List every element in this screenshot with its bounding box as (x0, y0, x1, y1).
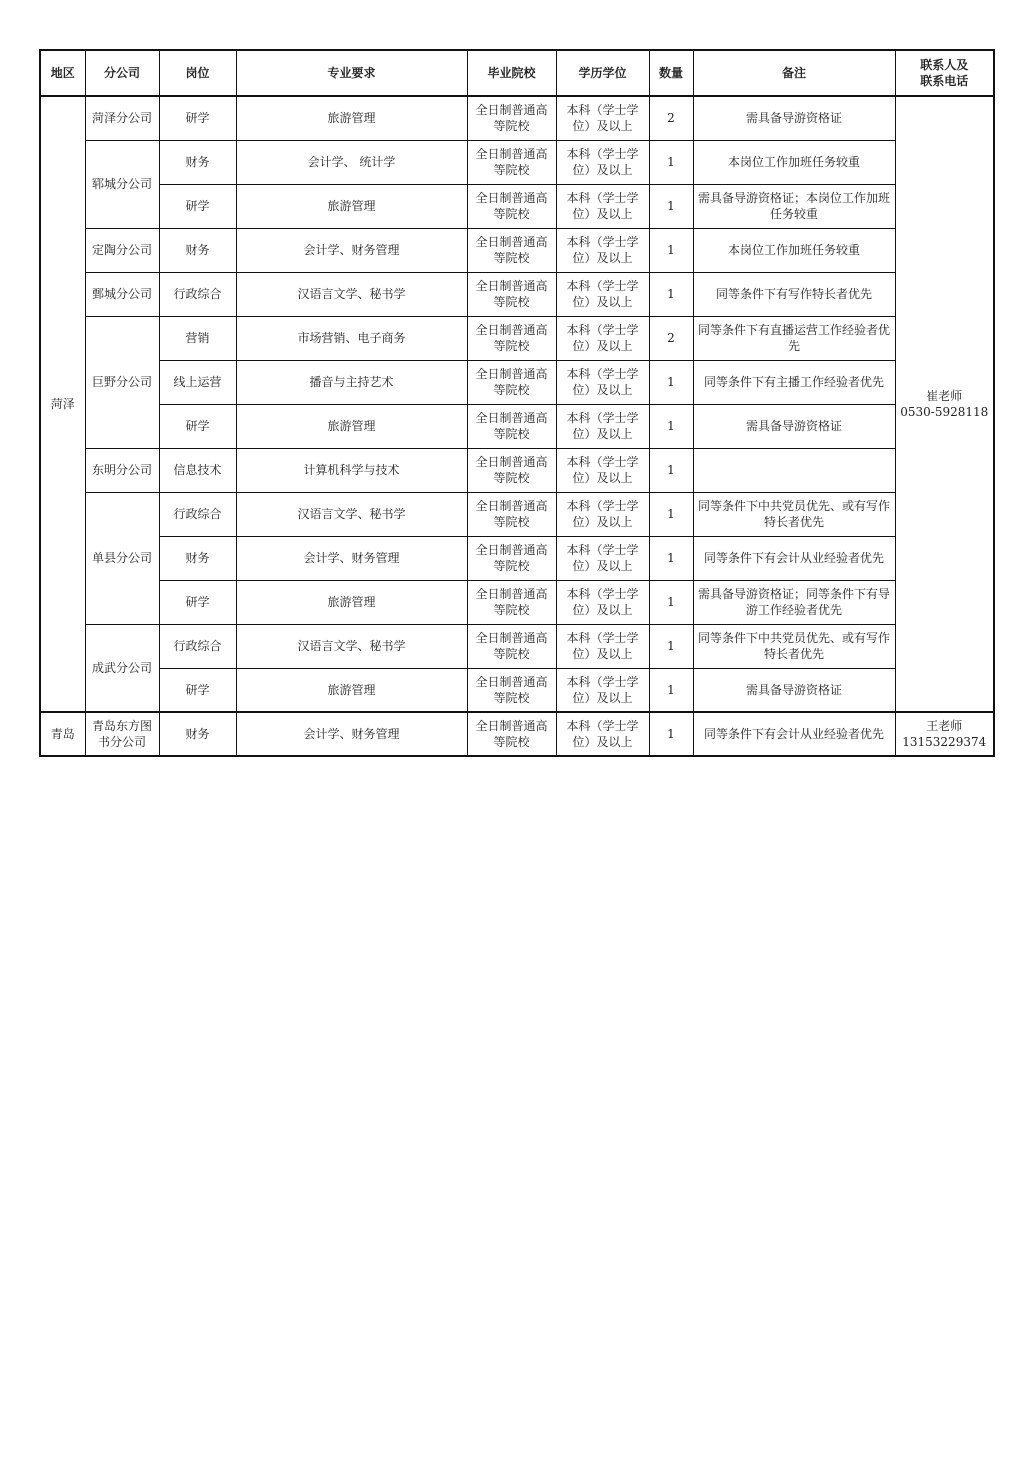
table-row (40, 184, 994, 228)
table-row (40, 712, 994, 756)
recruitment-table (39, 49, 995, 757)
table-row (40, 668, 994, 712)
post-cell: 行政综合 (159, 624, 236, 668)
count-cell: 1 (649, 360, 693, 404)
school-cell: 全日制普通高等院校 (467, 492, 556, 536)
header-major: 专业要求 (236, 50, 467, 96)
post-cell: 研学 (159, 184, 236, 228)
degree-cell: 本科（学士学位）及以上 (556, 140, 649, 184)
contact-cell (895, 96, 994, 712)
branch-cell: 郓城分公司 (85, 140, 159, 228)
post-cell: 研学 (159, 580, 236, 624)
major-cell: 汉语言文学、秘书学 (236, 272, 467, 316)
degree-cell: 本科（学士学位）及以上 (556, 712, 649, 756)
note-cell: 同等条件下有会计从业经验者优先 (693, 536, 895, 580)
note-cell: 同等条件下中共党员优先、或有写作特长者优先 (693, 492, 895, 536)
school-cell: 全日制普通高等院校 (467, 404, 556, 448)
note-cell: 本岗位工作加班任务较重 (693, 228, 895, 272)
region-cell: 菏泽 (40, 96, 85, 712)
post-cell: 研学 (159, 404, 236, 448)
table-row (40, 228, 994, 272)
count-cell: 1 (649, 140, 693, 184)
degree-cell: 本科（学士学位）及以上 (556, 492, 649, 536)
note-cell: 需具备导游资格证 (693, 668, 895, 712)
post-cell: 财务 (159, 712, 236, 756)
table-row (40, 140, 994, 184)
major-cell: 播音与主持艺术 (236, 360, 467, 404)
major-cell: 汉语言文学、秘书学 (236, 492, 467, 536)
major-cell: 旅游管理 (236, 96, 467, 140)
degree-cell: 本科（学士学位）及以上 (556, 96, 649, 140)
table-row (40, 624, 994, 668)
note-cell: 需具备导游资格证；同等条件下有导游工作经验者优先 (693, 580, 895, 624)
header-post: 岗位 (159, 50, 236, 96)
major-cell: 旅游管理 (236, 184, 467, 228)
school-cell: 全日制普通高等院校 (467, 624, 556, 668)
count-cell: 1 (649, 492, 693, 536)
table-row (40, 360, 994, 404)
contact-phone: 13153229374 (902, 735, 987, 749)
post-cell: 财务 (159, 536, 236, 580)
table-row (40, 580, 994, 624)
post-cell: 研学 (159, 96, 236, 140)
degree-cell: 本科（学士学位）及以上 (556, 404, 649, 448)
header-count: 数量 (649, 50, 693, 96)
major-cell: 旅游管理 (236, 580, 467, 624)
school-cell: 全日制普通高等院校 (467, 360, 556, 404)
school-cell: 全日制普通高等院校 (467, 184, 556, 228)
post-cell: 财务 (159, 140, 236, 184)
degree-cell: 本科（学士学位）及以上 (556, 272, 649, 316)
school-cell: 全日制普通高等院校 (467, 712, 556, 756)
count-cell: 2 (649, 96, 693, 140)
note-cell: 本岗位工作加班任务较重 (693, 140, 895, 184)
table-row (40, 536, 994, 580)
table-row (40, 404, 994, 448)
count-cell: 1 (649, 536, 693, 580)
branch-cell: 定陶分公司 (85, 228, 159, 272)
post-cell: 行政综合 (159, 492, 236, 536)
school-cell: 全日制普通高等院校 (467, 536, 556, 580)
note-cell: 需具备导游资格证 (693, 96, 895, 140)
table-row (40, 316, 994, 360)
note-cell: 同等条件下中共党员优先、或有写作特长者优先 (693, 624, 895, 668)
degree-cell: 本科（学士学位）及以上 (556, 316, 649, 360)
count-cell: 1 (649, 272, 693, 316)
school-cell: 全日制普通高等院校 (467, 580, 556, 624)
count-cell: 1 (649, 624, 693, 668)
degree-cell: 本科（学士学位）及以上 (556, 536, 649, 580)
count-cell: 1 (649, 184, 693, 228)
school-cell: 全日制普通高等院校 (467, 228, 556, 272)
count-cell: 1 (649, 404, 693, 448)
note-cell: 同等条件下有直播运营工作经验者优先 (693, 316, 895, 360)
post-cell: 行政综合 (159, 272, 236, 316)
count-cell: 1 (649, 228, 693, 272)
major-cell: 旅游管理 (236, 668, 467, 712)
degree-cell: 本科（学士学位）及以上 (556, 448, 649, 492)
branch-cell: 青岛东方图书分公司 (85, 712, 159, 756)
degree-cell: 本科（学士学位）及以上 (556, 228, 649, 272)
branch-cell: 成武分公司 (85, 624, 159, 712)
post-cell: 信息技术 (159, 448, 236, 492)
major-cell: 汉语言文学、秘书学 (236, 624, 467, 668)
header-degree: 学历学位 (556, 50, 649, 96)
contact-cell (895, 712, 994, 756)
header-contact: 联系人及 联系电话 (895, 50, 994, 96)
post-cell: 营销 (159, 316, 236, 360)
degree-cell: 本科（学士学位）及以上 (556, 184, 649, 228)
degree-cell: 本科（学士学位）及以上 (556, 668, 649, 712)
branch-cell: 东明分公司 (85, 448, 159, 492)
branch-cell: 巨野分公司 (85, 316, 159, 448)
school-cell: 全日制普通高等院校 (467, 140, 556, 184)
count-cell: 1 (649, 448, 693, 492)
header-school: 毕业院校 (467, 50, 556, 96)
table-row (40, 448, 994, 492)
post-cell: 线上运营 (159, 360, 236, 404)
header-note: 备注 (693, 50, 895, 96)
note-cell: 同等条件下有会计从业经验者优先 (693, 712, 895, 756)
table-row (40, 96, 994, 140)
table-row (40, 492, 994, 536)
post-cell: 财务 (159, 228, 236, 272)
post-cell: 研学 (159, 668, 236, 712)
contact-name: 崔老师 (926, 389, 963, 403)
major-cell: 会计学、财务管理 (236, 536, 467, 580)
note-cell: 同等条件下有主播工作经验者优先 (693, 360, 895, 404)
degree-cell: 本科（学士学位）及以上 (556, 624, 649, 668)
major-cell: 会计学、财务管理 (236, 228, 467, 272)
count-cell: 1 (649, 668, 693, 712)
note-cell: 需具备导游资格证 (693, 404, 895, 448)
note-cell: 需具备导游资格证；本岗位工作加班任务较重 (693, 184, 895, 228)
degree-cell: 本科（学士学位）及以上 (556, 580, 649, 624)
branch-cell: 单县分公司 (85, 492, 159, 624)
table-body (40, 96, 994, 756)
school-cell: 全日制普通高等院校 (467, 96, 556, 140)
major-cell: 会计学、 统计学 (236, 140, 467, 184)
header-branch: 分公司 (85, 50, 159, 96)
major-cell: 会计学、财务管理 (236, 712, 467, 756)
contact-phone: 0530-5928118 (900, 405, 989, 419)
school-cell: 全日制普通高等院校 (467, 272, 556, 316)
count-cell: 1 (649, 712, 693, 756)
school-cell: 全日制普通高等院校 (467, 448, 556, 492)
note-cell (693, 448, 895, 492)
region-cell: 青岛 (40, 712, 85, 756)
school-cell: 全日制普通高等院校 (467, 316, 556, 360)
contact-name: 王老师 (926, 719, 963, 733)
degree-cell: 本科（学士学位）及以上 (556, 360, 649, 404)
table-header-row (40, 50, 994, 96)
note-cell: 同等条件下有写作特长者优先 (693, 272, 895, 316)
header-region: 地区 (40, 50, 85, 96)
major-cell: 旅游管理 (236, 404, 467, 448)
branch-cell: 鄄城分公司 (85, 272, 159, 316)
count-cell: 2 (649, 316, 693, 360)
major-cell: 市场营销、电子商务 (236, 316, 467, 360)
branch-cell: 菏泽分公司 (85, 96, 159, 140)
count-cell: 1 (649, 580, 693, 624)
table-row (40, 272, 994, 316)
major-cell: 计算机科学与技术 (236, 448, 467, 492)
school-cell: 全日制普通高等院校 (467, 668, 556, 712)
